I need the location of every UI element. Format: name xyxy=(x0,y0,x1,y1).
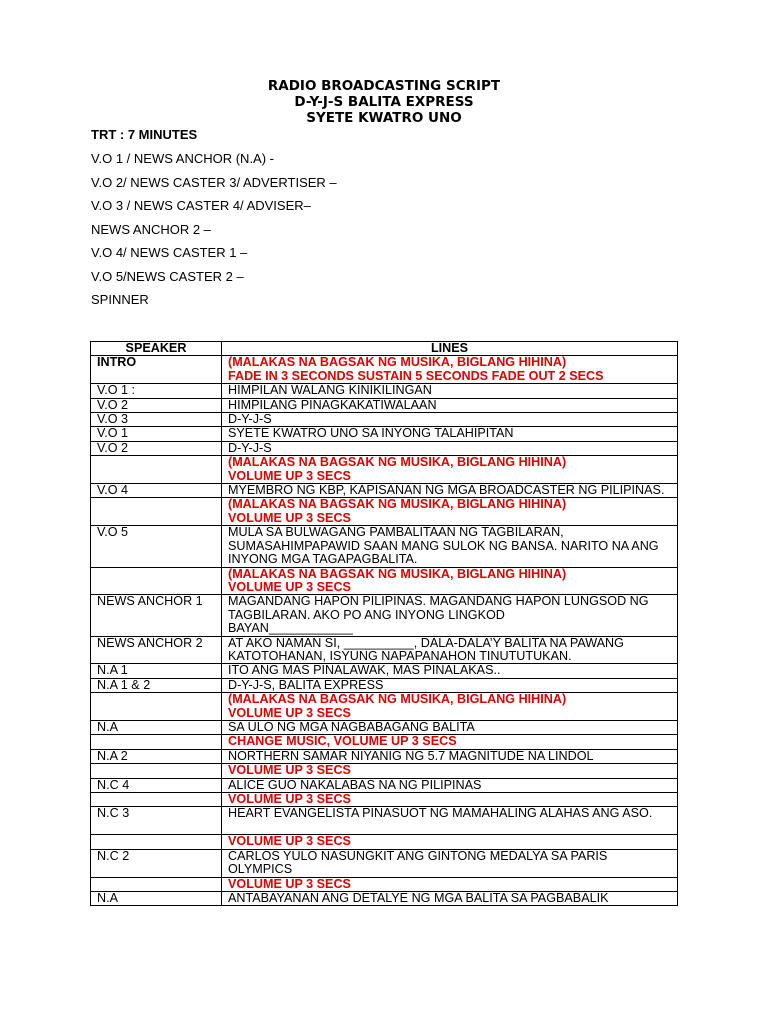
line-text: NORTHERN SAMAR NIYANIG NG 5.7 MAGNITUDE NA LINDOL xyxy=(228,748,594,763)
speaker-cell: NEWS ANCHOR 2 xyxy=(91,636,222,664)
script-row xyxy=(91,484,678,498)
script-row xyxy=(91,892,678,906)
speaker-cell xyxy=(91,735,222,749)
script-row xyxy=(91,398,678,412)
cue-cell xyxy=(222,356,678,384)
cue-row xyxy=(91,356,678,384)
script-table xyxy=(90,341,678,906)
cue-cell xyxy=(222,693,678,721)
lines-cell xyxy=(222,849,678,877)
script-row xyxy=(91,778,678,792)
line-text: D-Y-J-S, BALITA EXPRESS xyxy=(228,677,384,692)
line-text: HIMPILANG PINAGKAKATIWALAAN xyxy=(228,397,437,412)
lines-cell xyxy=(222,484,678,498)
cue-cell xyxy=(222,498,678,526)
document-subtitle-2: SYETE KWATRO UNO xyxy=(306,110,462,126)
line-text: D-Y-J-S xyxy=(228,412,272,427)
script-row xyxy=(91,807,678,835)
lines-cell xyxy=(222,807,678,835)
speaker-cell: V.O 1 : xyxy=(91,384,222,398)
cast-item: V.O 2/ NEWS CASTER 3/ ADVERTISER – xyxy=(91,174,337,190)
document-subtitle: D-Y-J-S BALITA EXPRESS xyxy=(294,94,474,110)
script-row xyxy=(91,413,678,427)
cue-row xyxy=(91,793,678,807)
cue-text: VOLUME UP 3 SECS xyxy=(228,468,351,483)
line-text: CARLOS YULO NASUNGKIT ANG GINTONG MEDALYA SA PARIS OLYMPICS xyxy=(228,848,608,877)
lines-cell xyxy=(222,441,678,455)
speaker-cell: V.O 5 xyxy=(91,526,222,567)
script-table-body xyxy=(91,356,678,906)
script-row xyxy=(91,636,678,664)
speaker-cell: V.O 2 xyxy=(91,398,222,412)
script-row xyxy=(91,678,678,692)
lines-cell xyxy=(222,427,678,441)
cue-row xyxy=(91,877,678,891)
cue-text: (MALAKAS NA BAGSAK NG MUSIKA, BIGLANG HIHINA) xyxy=(228,455,567,470)
cue-text: (MALAKAS NA BAGSAK NG MUSIKA, BIGLANG HIHINA) xyxy=(228,355,567,370)
line-text: SYETE KWATRO UNO SA INYONG TALAHIPITAN xyxy=(228,426,514,441)
script-row xyxy=(91,749,678,763)
lines-cell xyxy=(222,413,678,427)
cue-text: VOLUME UP 3 SECS xyxy=(228,579,351,594)
speaker-cell: N.A xyxy=(91,720,222,734)
speaker-cell xyxy=(91,693,222,721)
script-row xyxy=(91,526,678,567)
cue-text: VOLUME UP 3 SECS xyxy=(228,763,351,778)
line-text: MYEMBRO NG KBP, KAPISANAN NG MGA BROADCASTER NG PILIPINAS. xyxy=(228,483,665,498)
speaker-cell: N.C 3 xyxy=(91,807,222,835)
speaker-cell xyxy=(91,567,222,595)
cue-text: VOLUME UP 3 SECS xyxy=(228,876,351,891)
speaker-cell: V.O 4 xyxy=(91,484,222,498)
cast-item: V.O 4/ NEWS CASTER 1 – xyxy=(91,245,248,260)
lines-cell xyxy=(222,636,678,664)
script-row xyxy=(91,664,678,678)
speaker-cell xyxy=(91,877,222,891)
cast-item: SPINNER xyxy=(91,292,149,307)
cue-text: VOLUME UP 3 SECS xyxy=(228,792,351,806)
cue-row xyxy=(91,567,678,595)
cue-cell xyxy=(222,793,678,807)
cast-item: NEWS ANCHOR 2 – xyxy=(91,221,211,237)
line-text: ANTABAYANAN ANG DETALYE NG MGA BALITA SA PAGBABALIK xyxy=(228,891,609,906)
speaker-cell xyxy=(91,835,222,849)
document-title-block xyxy=(0,78,768,126)
script-row xyxy=(91,849,678,877)
cue-cell xyxy=(222,735,678,749)
script-row xyxy=(91,427,678,441)
cue-row xyxy=(91,693,678,721)
speaker-cell xyxy=(91,456,222,484)
cue-text: VOLUME UP 3 SECS xyxy=(228,834,351,849)
line-text: MULA SA BULWAGANG PAMBALITAAN NG TAGBILARAN, SUMASAHIMPAPAWID SAAN MANG SULOK NG BANSA. NARITO NA ANG INYONG MGA TAGAPAGBALITA. xyxy=(228,525,659,567)
speaker-cell: N.A 1 & 2 xyxy=(91,678,222,692)
line-text: BAYAN____________ xyxy=(228,621,353,636)
lines-cell xyxy=(222,526,678,567)
speaker-cell: V.O 3 xyxy=(91,413,222,427)
cue-cell xyxy=(222,567,678,595)
speaker-cell: N.A 1 xyxy=(91,664,222,678)
cue-cell xyxy=(222,835,678,849)
speaker-cell: N.A xyxy=(91,892,222,906)
script-row xyxy=(91,384,678,398)
line-text: SA ULO NG MGA NAGBABAGANG BALITA xyxy=(228,719,475,734)
cue-text: VOLUME UP 3 SECS xyxy=(228,705,351,720)
cue-row xyxy=(91,764,678,778)
document-title: RADIO BROADCASTING SCRIPT xyxy=(267,78,501,94)
script-row xyxy=(91,720,678,734)
cue-text: VOLUME UP 3 SECS xyxy=(228,510,351,525)
line-text: AT AKO NAMAN SI, __________, DALA-DALA’Y BALITA NA PAWANG KATOTOHANAN, ISYUNG NAPAPANAHON TINUTUTUKAN. xyxy=(228,635,624,663)
lines-cell xyxy=(222,398,678,412)
speaker-cell: INTRO xyxy=(91,356,222,384)
cast-item: V.O 3 / NEWS CASTER 4/ ADVISER– xyxy=(91,198,311,213)
cue-cell xyxy=(222,877,678,891)
cue-cell xyxy=(222,456,678,484)
speaker-cell: N.C 4 xyxy=(91,778,222,792)
line-text: D-Y-J-S xyxy=(228,440,272,455)
line-text: ALICE GUO NAKALABAS NA NG PILIPINAS xyxy=(228,777,482,792)
cast-list xyxy=(91,151,337,316)
line-text: ITO ANG MAS PINALAWAK, MAS PINALAKAS.. xyxy=(228,663,501,678)
line-text: HEART EVANGELISTA PINASUOT NG MAMAHALING ALAHAS ANG ASO. xyxy=(228,806,653,821)
lines-cell xyxy=(222,778,678,792)
cue-row xyxy=(91,835,678,849)
speaker-cell: N.C 2 xyxy=(91,849,222,877)
speaker-cell xyxy=(91,498,222,526)
lines-cell xyxy=(222,664,678,678)
total-running-time: TRT : 7 MINUTES xyxy=(91,127,198,142)
lines-cell xyxy=(222,595,678,636)
speaker-cell xyxy=(91,793,222,807)
lines-cell xyxy=(222,384,678,398)
cast-item: V.O 5/NEWS CASTER 2 – xyxy=(91,268,244,284)
script-row xyxy=(91,595,678,636)
cue-row xyxy=(91,735,678,749)
cue-text: (MALAKAS NA BAGSAK NG MUSIKA, BIGLANG HIHINA) xyxy=(228,692,567,707)
cue-text: CHANGE MUSIC, VOLUME UP 3 SECS xyxy=(228,734,457,749)
lines-cell xyxy=(222,749,678,763)
speaker-column-header: SPEAKER xyxy=(91,342,222,356)
speaker-cell: V.O 2 xyxy=(91,441,222,455)
script-table-header-row xyxy=(91,342,678,356)
cue-row xyxy=(91,498,678,526)
speaker-cell: V.O 1 xyxy=(91,427,222,441)
line-text: HIMPILAN WALANG KINIKILINGAN xyxy=(228,383,432,398)
speaker-cell: NEWS ANCHOR 1 xyxy=(91,595,222,636)
cue-text: (MALAKAS NA BAGSAK NG MUSIKA, BIGLANG HIHINA) xyxy=(228,566,567,581)
cue-text: (MALAKAS NA BAGSAK NG MUSIKA, BIGLANG HIHINA) xyxy=(228,497,567,512)
cue-cell xyxy=(222,764,678,778)
speaker-cell xyxy=(91,764,222,778)
lines-cell xyxy=(222,720,678,734)
lines-cell xyxy=(222,678,678,692)
cue-row xyxy=(91,456,678,484)
speaker-cell: N.A 2 xyxy=(91,749,222,763)
lines-column-header: LINES xyxy=(222,342,678,356)
cue-text: FADE IN 3 SECONDS SUSTAIN 5 SECONDS FADE OUT 2 SECS xyxy=(228,368,604,383)
lines-cell xyxy=(222,892,678,906)
line-text: MAGANDANG HAPON PILIPINAS. MAGANDANG HAPON LUNGSOD NG TAGBILARAN. AKO PO ANG INYONG LINGKOD xyxy=(228,594,649,622)
cast-item: V.O 1 / NEWS ANCHOR (N.A) - xyxy=(91,151,274,166)
script-row xyxy=(91,441,678,455)
